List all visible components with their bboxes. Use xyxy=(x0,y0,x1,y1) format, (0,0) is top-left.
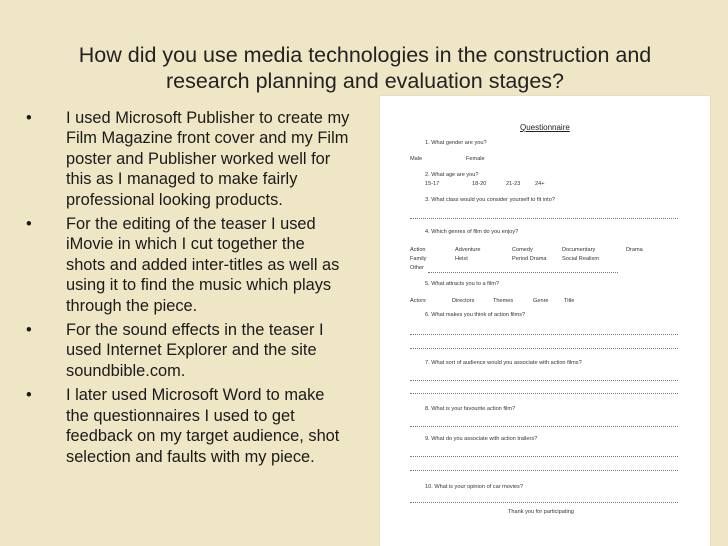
question-2: 2. What age are you? xyxy=(425,172,479,178)
bullet-dot: • xyxy=(26,109,32,127)
bullet-item xyxy=(26,214,386,316)
bullet-text: I later used Microsoft Word to make the questionnaires I used to get feedback on my target audience, shot selection and faults with my piece. xyxy=(66,386,340,466)
genre-heist: Heist xyxy=(455,256,468,262)
answer-line xyxy=(410,393,678,394)
attract-actors: Actors xyxy=(410,298,426,304)
question-3: 3. What class would you consider yourself to fit into? xyxy=(425,197,555,203)
question-5: 5. What attracts you to a film? xyxy=(425,281,499,287)
answer-line xyxy=(428,272,618,273)
option-age-2: 18-20 xyxy=(472,181,487,187)
answer-line xyxy=(410,426,678,427)
question-8: 8. What is your favourite action film? xyxy=(425,406,516,412)
genre-other: Other xyxy=(410,265,424,271)
question-4: 4. Which genres of film do you enjoy? xyxy=(425,229,519,235)
bullet-text: I used Microsoft Publisher to create my Film Magazine front cover and my Film poster and Publisher worked well for this as I managed to make fairly professional looking products. xyxy=(66,109,350,209)
option-female: Female xyxy=(466,156,485,162)
attract-title: Title xyxy=(564,298,575,304)
genre-family: Family xyxy=(410,256,427,262)
bullet-item xyxy=(26,108,386,210)
question-1: 1. What gender are you? xyxy=(425,140,487,146)
thank-you-note: Thank you for participating xyxy=(508,509,574,515)
answer-line xyxy=(410,348,678,349)
bullet-item xyxy=(26,320,386,381)
genre-documentary: Documentary xyxy=(562,247,596,253)
bullet-text: For the sound effects in the teaser I used Internet Explorer and the site soundbible.com. xyxy=(66,321,324,380)
answer-line xyxy=(410,380,678,381)
bullet-dot: • xyxy=(26,321,32,340)
genre-period-drama: Period Drama xyxy=(512,256,547,262)
option-male: Male xyxy=(410,156,423,162)
question-10: 10. What is your opinion of car movies? xyxy=(425,484,523,490)
answer-line xyxy=(410,456,678,457)
questionnaire-title: Questionnaire xyxy=(520,123,570,132)
answer-line xyxy=(410,218,678,219)
bullet-text: For the editing of the teaser I used iMovie in which I cut together the shots and added inter-titles as well as using it to find the music which plays through the piece. xyxy=(66,215,340,315)
attract-genre: Genre xyxy=(533,298,549,304)
answer-line xyxy=(410,334,678,335)
option-age-3: 21-23 xyxy=(506,181,521,187)
genre-adventure: Adventure xyxy=(455,247,481,253)
genre-drama: Drama xyxy=(626,247,643,253)
genre-comedy: Comedy xyxy=(512,247,533,253)
genre-social-realism: Social Realism xyxy=(562,256,599,262)
slide-title: How did you use media technologies in the construction and research planning and evaluation stages? xyxy=(78,43,652,93)
attract-directors: Directors xyxy=(452,298,475,304)
genre-action: Action xyxy=(410,247,426,253)
option-age-1: 15-17 xyxy=(425,181,440,187)
attract-themes: Themes xyxy=(493,298,514,304)
questionnaire-image xyxy=(380,96,710,546)
question-6: 6. What makes you think of action films? xyxy=(425,312,526,318)
answer-line xyxy=(410,470,678,471)
bullet-dot: • xyxy=(26,386,32,405)
bullet-list xyxy=(26,108,386,471)
bullet-item xyxy=(26,385,386,467)
answer-line xyxy=(410,502,678,503)
question-7: 7. What sort of audience would you associate with action films? xyxy=(425,360,582,366)
bullet-dot: • xyxy=(26,215,32,234)
question-9: 9. What do you associate with action trailers? xyxy=(425,436,538,442)
option-age-4: 24+ xyxy=(535,181,545,187)
